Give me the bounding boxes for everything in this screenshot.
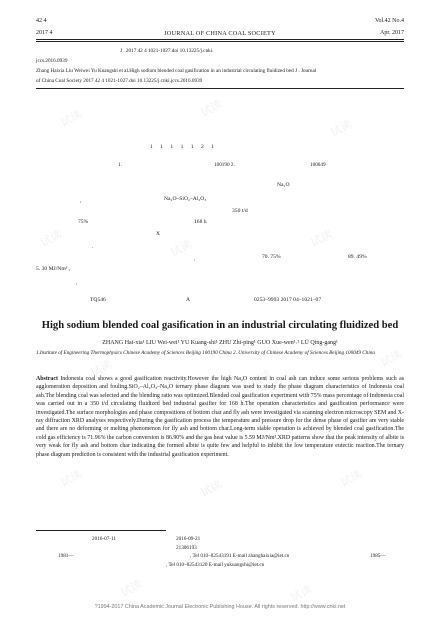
- cn-comma-2: .: [92, 244, 94, 250]
- journal-name: JOURNAL OF CHINA COAL SOCIETY: [164, 30, 276, 37]
- cn-doc-code: A: [186, 297, 191, 303]
- cn-postcode-2: 100049: [310, 162, 326, 168]
- author-birth-2: 1985—: [370, 553, 386, 559]
- header-date: Apr. 2017: [380, 30, 404, 36]
- cn-capacity: 350 t/d: [232, 208, 248, 214]
- received-date: 2016-07-11: [92, 536, 117, 542]
- watermark-mark: 试读: [338, 467, 364, 490]
- citation-line-1: J . 2017 42 4 1021-1027.doi 10.13225/j.cnki.: [120, 48, 214, 54]
- cn-clc-number: TQ546: [90, 297, 106, 303]
- watermark-mark: 试读: [248, 367, 274, 390]
- citation-line-2: jccs.2016.0939: [36, 58, 68, 64]
- fund-number: 21306193: [176, 545, 197, 551]
- cn-formula-ternary: Na₂O–SiO₂–Al₂O₃: [164, 196, 207, 202]
- watermark-mark: 试读: [378, 347, 404, 370]
- watermark-mark: 试读: [288, 582, 314, 605]
- revised-date: 2016-09-21: [176, 536, 201, 542]
- affiliation: 1.Institute of Engineering Thermophysics Chinese Academy of Sciences Beijing 100190 China 2. University of Chinese Academy of Sciences Beijing 100049 China: [36, 350, 375, 356]
- citation-rule: [36, 88, 404, 89]
- watermark-mark: 试读: [168, 237, 194, 260]
- author-contact-1: , Tel 010–82543191 E-mail zhanghaixia@iet.cn: [190, 553, 290, 559]
- watermark-mark: 试读: [308, 227, 334, 250]
- cn-affiliation-1: 1.: [118, 162, 122, 168]
- cn-comma-1: ,: [80, 198, 82, 204]
- citation-line-4: of China Coal Society 2017 42 4 1021-1027.doi 10.13225/j.cnki.jccs.2016.0939: [36, 78, 203, 84]
- abstract: [36, 375, 404, 459]
- cn-blend-ratio: 75%: [78, 219, 89, 225]
- footnote-rule: [36, 530, 166, 531]
- author-birth-1: 1981—: [58, 553, 74, 559]
- abstract-label: Abstract: [36, 376, 58, 382]
- copyright-footer: ?1994-2017 China Academic Journal Electronic Publishing House. All rights reserved. http://www.cnki.net: [94, 604, 346, 610]
- header-volume-cn: 42 4: [36, 18, 47, 24]
- paper-title: High sodium blended coal gasification in an industrial circulating fluidized bed: [41, 320, 399, 331]
- cn-duration: 168 h: [194, 219, 207, 225]
- watermark-mark: 试读: [58, 107, 84, 130]
- cn-heat-value: 5. 30 MJ/Nm³ ,: [36, 266, 71, 272]
- cn-postcode-1: 100190 2.: [214, 162, 235, 168]
- header-volume: Vol.42 No.4: [374, 18, 404, 24]
- header-date-cn: 2017 4: [36, 30, 53, 36]
- watermark-mark: 试读: [198, 477, 224, 500]
- cn-xrd: X: [156, 231, 161, 237]
- watermark-mark: 试读: [38, 227, 64, 250]
- watermark-mark: 试读: [118, 577, 144, 600]
- cn-author-superscripts: 1 1 1 1 1 2 1: [150, 144, 214, 150]
- watermark-mark: 试读: [88, 357, 114, 380]
- author-contact-2: , Tel 010–82543120 E-mail yukuangshi@iet.cn: [166, 562, 265, 568]
- cn-comma-4: ,: [76, 280, 78, 286]
- watermark-mark: 试读: [58, 467, 84, 490]
- cn-comma-3: ,: [194, 256, 196, 262]
- citation-line-3: Zhang Haixia Liu Weiwei Yu Kuangshi et al.High sodium blended coal gasification in an industrial circulating fluidized bed J . Journal: [36, 68, 317, 74]
- cn-formula-na2o: Na₂O: [277, 182, 290, 188]
- cn-value-2: 89. 49%: [348, 254, 367, 260]
- cn-article-id: 0253–9993 2017 04–1021–07: [254, 297, 322, 303]
- abstract-text: Indonesia coal shows a good gasification reactivity.However the high Na₂O content in coal ash can induce some serious problems such as agglomeration deposition and fouling.SiO₂–Al₂O₃–Na₂O ternary phase diagram was used to study the phase diagram characteristics of Indonesia coal ash.The blending coal was selected and the blending ratio was optimized.Blended coal gasification experiment with 75% mass percentage of Indonesia coal was carried out in a 350 t/d circulating fluidized bed industrial gasifier for 168 h.The operation characteristics and gasification performance were investigated.The surface morphologies and phase compositions of bottom char and fly ash were investigated via scanning electron microscopy SEM and X-ray diffraction XRD analyses respectively.During the gasification process the temperature and pressure drop for the dense phase of gasifier are very stable and there are no deforming or melting phenomenon for fly ash and bottom char.Long-term stable operation is achieved by blended coal gasification.The cold gas efficiency is 71.96% the carbon conversion is 86.90% and the gas heat value is 5.59 MJ/Nm³.XRD patterns show that the peak intensity of albite is very weak for fly ash and bottom char indicating the formed albite is quite few and helpful to inhibit the low temperature eutectic reaction.The ternary phase diagram prediction is consistent with the industrial gasification experiment.: [36, 376, 404, 458]
- cn-value-1: 70. 75%: [262, 254, 281, 260]
- author-list: ZHANG Hai-xia¹ LIU Wei-wei¹ YU Kuang-shi¹ ZHU Zhi-ping¹ GUO Xue-wen¹˒² LÜ Qing-gang¹: [102, 340, 338, 346]
- watermark-mark: 试读: [198, 97, 224, 120]
- watermark-mark: 试读: [328, 117, 354, 140]
- header-rule: [36, 39, 404, 40]
